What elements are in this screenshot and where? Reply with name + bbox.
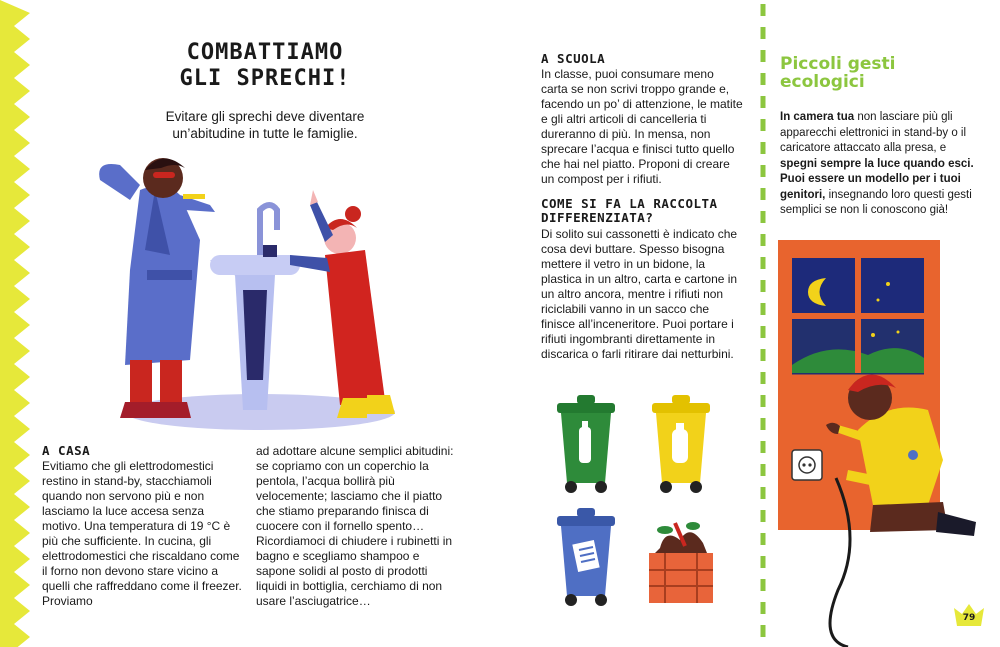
scuola-text: In classe, puoi consumare meno carta se non scrivi troppo grande e, facendo un po’ di attenzione, le matite e gli altri articoli di cancelleria ti dureranno di più. In mensa, non sprecare l’acqua e finisci tutto quello che hai nel piatto. Proponi di creare un compost per i rifiuti. [541,67,743,186]
sidebar-title: Piccoli gesti ecologici [780,54,896,92]
power-socket-icon [792,450,822,480]
plastic-bin-icon [650,395,712,495]
page-title: COMBATTIAMO GLI SPRECHI! [179,40,351,91]
bathroom-illustration [85,150,425,435]
raccolta-text: Di solito sui cassonetti è indicato che cosa devi buttare. Spesso bisogna mettere il vetro in un bidone, la plastica in un altro, carta e cartone in un altro ancora, mentre i rifiuti non riciclabili vanno in un sacco che finisce all’inceneritore. Puoi portare i rifiuti ingombranti direttamente in discarica o farli ritirare dai netturbini. [541,227,738,361]
raccolta-heading: COME SI FA LA RACCOLTA DIFFERENZIATA? [541,196,718,225]
scuola-heading: A SCUOLA [541,51,606,66]
dashed-separator [757,0,769,647]
compost-crate-icon [645,518,717,608]
casa-text-column-1: Evitiamo che gli elettrodomestici restino in stand-by, stacchiamoli quando non servono più e non lasciamo la luce accesa senza motivo. Una temperatura di 19 °C è più che sufficiente. In cucina, gli elettrodomestici che riscaldano come il forno non devono stare vicino a quelli che raffreddano come il freezer. Proviamo [42,459,242,608]
page-number: 79 [962,613,976,623]
glass-bin-icon [555,395,617,495]
sidebar-lead: In camera tua [780,111,855,123]
paper-bin-icon [555,508,617,608]
casa-heading: A CASA [42,443,91,458]
bedroom-illustration [778,240,988,647]
sidebar-text: In camera tua non lasciare più gli apparecchi elettronici in stand-by o il caricatore attaccato alla presa, e spegni sempre la luce quando esci. Puoi essere un modello per i tuoi genitori, insegnando loro questi gesti semplici se non li conoscono già! [780,111,974,216]
intro-text: Evitare gli sprechi deve diventare un’abitudine in tutte le famiglie. [165,109,365,141]
casa-text-column-2: ad adottare alcune semplici abitudini: se copriamo con un coperchio la pentola, l’acqua bollirà più velocemente; lasciamo che il piatto che stiamo preparando finisca di cuocere con il fornello spento… Ricordiamoci di chiudere i rubinetti in bagno e scegliamo shampoo e sapone solidi al posto di prodotti liquidi in bottiglia, cerchiamo di non usare l’asciugatrice… [256,444,454,608]
zigzag-border [0,0,40,647]
